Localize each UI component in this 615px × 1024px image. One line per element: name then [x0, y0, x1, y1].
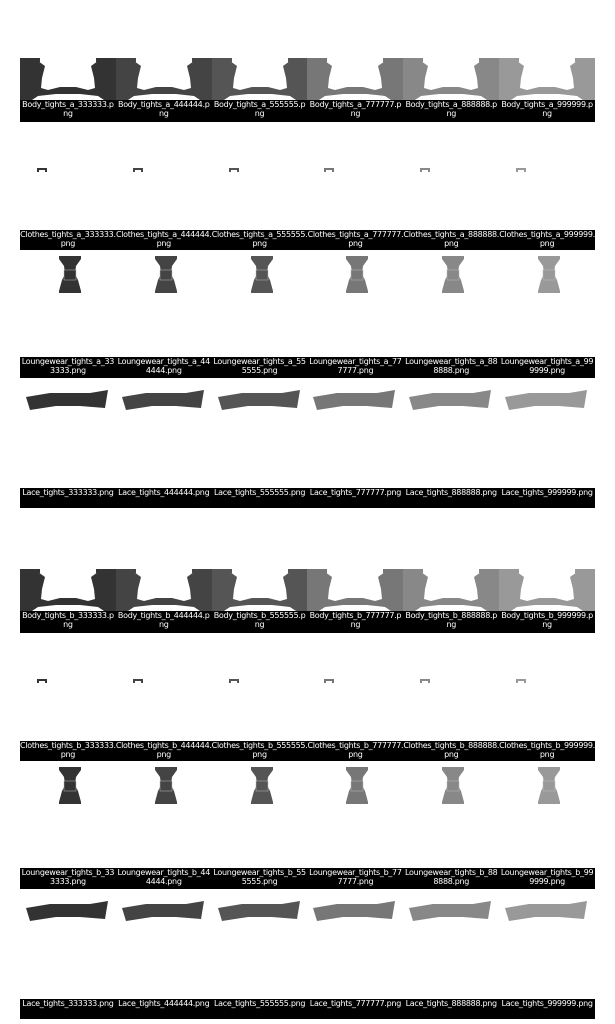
- clothes-row-a: [20, 124, 595, 250]
- filename-label: Loungewear_tights_b_444444.png: [117, 868, 210, 886]
- lounge-row-a: [20, 250, 595, 378]
- thumbnail-clothes[interactable]: [212, 124, 308, 230]
- filename-label: Loungewear_tights_b_999999.png: [500, 868, 594, 886]
- filename-label: Lace_tights_777777.png: [309, 488, 401, 497]
- filename-label: Body_tights_a_444444.png: [118, 100, 210, 118]
- thumbnail-strip: [20, 124, 595, 230]
- filename-label: Loungewear_tights_b_888888.png: [404, 868, 498, 886]
- thumbnail-strip: [20, 889, 595, 999]
- filename-label: Body_tights_b_555555.png: [213, 611, 306, 629]
- thumbnail-lace[interactable]: [499, 889, 595, 999]
- filename-label: Body_tights_b_888888.png: [405, 611, 498, 629]
- thumbnail-clothes[interactable]: [307, 124, 403, 230]
- thumbnail-clothes[interactable]: [403, 635, 499, 741]
- thumbnail-clothes[interactable]: [116, 124, 212, 230]
- thumbnail-lace[interactable]: [307, 378, 403, 488]
- thumbnail-lounge[interactable]: [116, 761, 212, 868]
- filename-label: Lace_tights_777777.png: [309, 999, 401, 1008]
- thumbnail-clothes[interactable]: [20, 124, 116, 230]
- thumbnail-lounge[interactable]: [307, 761, 403, 868]
- filename-label: Lace_tights_888888.png: [405, 999, 497, 1008]
- thumbnail-body[interactable]: [116, 569, 212, 611]
- filename-label: Clothes_tights_b_999999.png: [499, 741, 595, 759]
- thumbnail-clothes[interactable]: [20, 635, 116, 741]
- filename-bar: [20, 100, 595, 122]
- thumbnail-clothes[interactable]: [499, 124, 595, 230]
- thumbnail-strip: [20, 635, 595, 741]
- filename-label: Loungewear_tights_b_777777.png: [309, 868, 402, 886]
- filename-label: Body_tights_a_888888.png: [405, 100, 497, 118]
- thumbnail-strip: [20, 569, 595, 611]
- thumbnail-strip: [20, 250, 595, 357]
- filename-label: Body_tights_b_444444.png: [117, 611, 210, 629]
- filename-label: Clothes_tights_b_888888.png: [403, 741, 500, 759]
- filename-label: Loungewear_tights_a_555555.png: [213, 357, 306, 375]
- filename-label: Loungewear_tights_b_333333.png: [21, 868, 115, 886]
- thumbnail-lace[interactable]: [403, 889, 499, 999]
- thumbnail-lace[interactable]: [212, 889, 308, 999]
- thumbnail-clothes[interactable]: [116, 635, 212, 741]
- thumbnail-lace[interactable]: [20, 889, 116, 999]
- thumbnail-body[interactable]: [20, 58, 116, 100]
- filename-label: Body_tights_a_777777.png: [309, 100, 402, 118]
- filename-label: Body_tights_a_555555.png: [213, 100, 306, 118]
- lace-row-a: [20, 378, 595, 508]
- filename-label: Body_tights_b_999999.png: [501, 611, 593, 629]
- filename-bar: [20, 230, 595, 250]
- filename-label: Clothes_tights_b_444444.png: [115, 741, 212, 759]
- lounge-row-b: [20, 761, 595, 889]
- filename-label: Lace_tights_333333.png: [22, 488, 114, 497]
- filename-bar: [20, 999, 595, 1019]
- body-row-b: [20, 569, 595, 633]
- thumbnail-clothes[interactable]: [499, 635, 595, 741]
- thumbnail-lounge[interactable]: [20, 250, 116, 357]
- filename-bar: [20, 611, 595, 633]
- thumbnail-strip: [20, 378, 595, 488]
- thumbnail-lace[interactable]: [116, 378, 212, 488]
- filename-bar: [20, 357, 595, 378]
- filename-label: Clothes_tights_a_777777.png: [307, 230, 404, 248]
- thumbnail-body[interactable]: [307, 569, 403, 611]
- thumbnail-body[interactable]: [499, 58, 595, 100]
- thumbnail-body[interactable]: [403, 58, 499, 100]
- thumbnail-lounge[interactable]: [403, 250, 499, 357]
- clothes-row-b: [20, 635, 595, 761]
- lace-row-b: [20, 889, 595, 1019]
- filename-label: Clothes_tights_a_333333.png: [20, 230, 116, 248]
- thumbnail-clothes[interactable]: [403, 124, 499, 230]
- thumbnail-strip: [20, 58, 595, 100]
- thumbnail-lounge[interactable]: [116, 250, 212, 357]
- thumbnail-clothes[interactable]: [307, 635, 403, 741]
- thumbnail-lounge[interactable]: [307, 250, 403, 357]
- filename-bar: [20, 868, 595, 889]
- filename-label: Lace_tights_555555.png: [213, 999, 306, 1008]
- thumbnail-body[interactable]: [212, 58, 308, 100]
- filename-label: Lace_tights_333333.png: [22, 999, 114, 1008]
- filename-label: Body_tights_b_777777.png: [309, 611, 402, 629]
- thumbnail-lounge[interactable]: [499, 250, 595, 357]
- thumbnail-lace[interactable]: [212, 378, 308, 488]
- thumbnail-body[interactable]: [307, 58, 403, 100]
- thumbnail-lace[interactable]: [20, 378, 116, 488]
- thumbnail-body[interactable]: [20, 569, 116, 611]
- thumbnail-lounge[interactable]: [212, 250, 308, 357]
- filename-label: Clothes_tights_a_555555.png: [211, 230, 308, 248]
- filename-label: Clothes_tights_a_999999.png: [499, 230, 595, 248]
- thumbnail-lounge[interactable]: [20, 761, 116, 868]
- filename-label: Loungewear_tights_a_333333.png: [21, 357, 115, 375]
- thumbnail-body[interactable]: [499, 569, 595, 611]
- filename-label: Body_tights_a_999999.png: [501, 100, 593, 118]
- thumbnail-body[interactable]: [212, 569, 308, 611]
- filename-label: Body_tights_a_333333.png: [22, 100, 114, 118]
- filename-label: Loungewear_tights_a_777777.png: [309, 357, 402, 375]
- filename-label: Lace_tights_999999.png: [501, 999, 593, 1008]
- filename-bar: [20, 488, 595, 508]
- filename-label: Lace_tights_444444.png: [118, 488, 210, 497]
- filename-label: Loungewear_tights_b_555555.png: [213, 868, 306, 886]
- thumbnail-lounge[interactable]: [403, 761, 499, 868]
- thumbnail-lace[interactable]: [307, 889, 403, 999]
- thumbnail-strip: [20, 761, 595, 868]
- filename-label: Lace_tights_888888.png: [405, 488, 497, 497]
- filename-label: Loungewear_tights_a_999999.png: [500, 357, 594, 375]
- filename-label: Body_tights_b_333333.png: [22, 611, 114, 629]
- filename-label: Loungewear_tights_a_888888.png: [405, 357, 498, 375]
- filename-label: Lace_tights_444444.png: [118, 999, 210, 1008]
- thumbnail-body[interactable]: [116, 58, 212, 100]
- filename-label: Clothes_tights_b_333333.png: [20, 741, 116, 759]
- filename-label: Clothes_tights_a_444444.png: [115, 230, 212, 248]
- filename-label: Lace_tights_555555.png: [213, 488, 306, 497]
- thumbnail-lounge[interactable]: [499, 761, 595, 868]
- thumbnail-lounge[interactable]: [212, 761, 308, 868]
- filename-label: Loungewear_tights_a_444444.png: [117, 357, 210, 375]
- filename-label: Clothes_tights_b_777777.png: [307, 741, 404, 759]
- thumbnail-lace[interactable]: [116, 889, 212, 999]
- filename-label: Lace_tights_999999.png: [501, 488, 593, 497]
- thumbnail-lace[interactable]: [499, 378, 595, 488]
- filename-bar: [20, 741, 595, 761]
- thumbnail-body[interactable]: [403, 569, 499, 611]
- thumbnail-lace[interactable]: [403, 378, 499, 488]
- body-row-a: [20, 58, 595, 122]
- thumbnail-clothes[interactable]: [212, 635, 308, 741]
- filename-label: Clothes_tights_b_555555.png: [211, 741, 308, 759]
- filename-label: Clothes_tights_a_888888.png: [403, 230, 500, 248]
